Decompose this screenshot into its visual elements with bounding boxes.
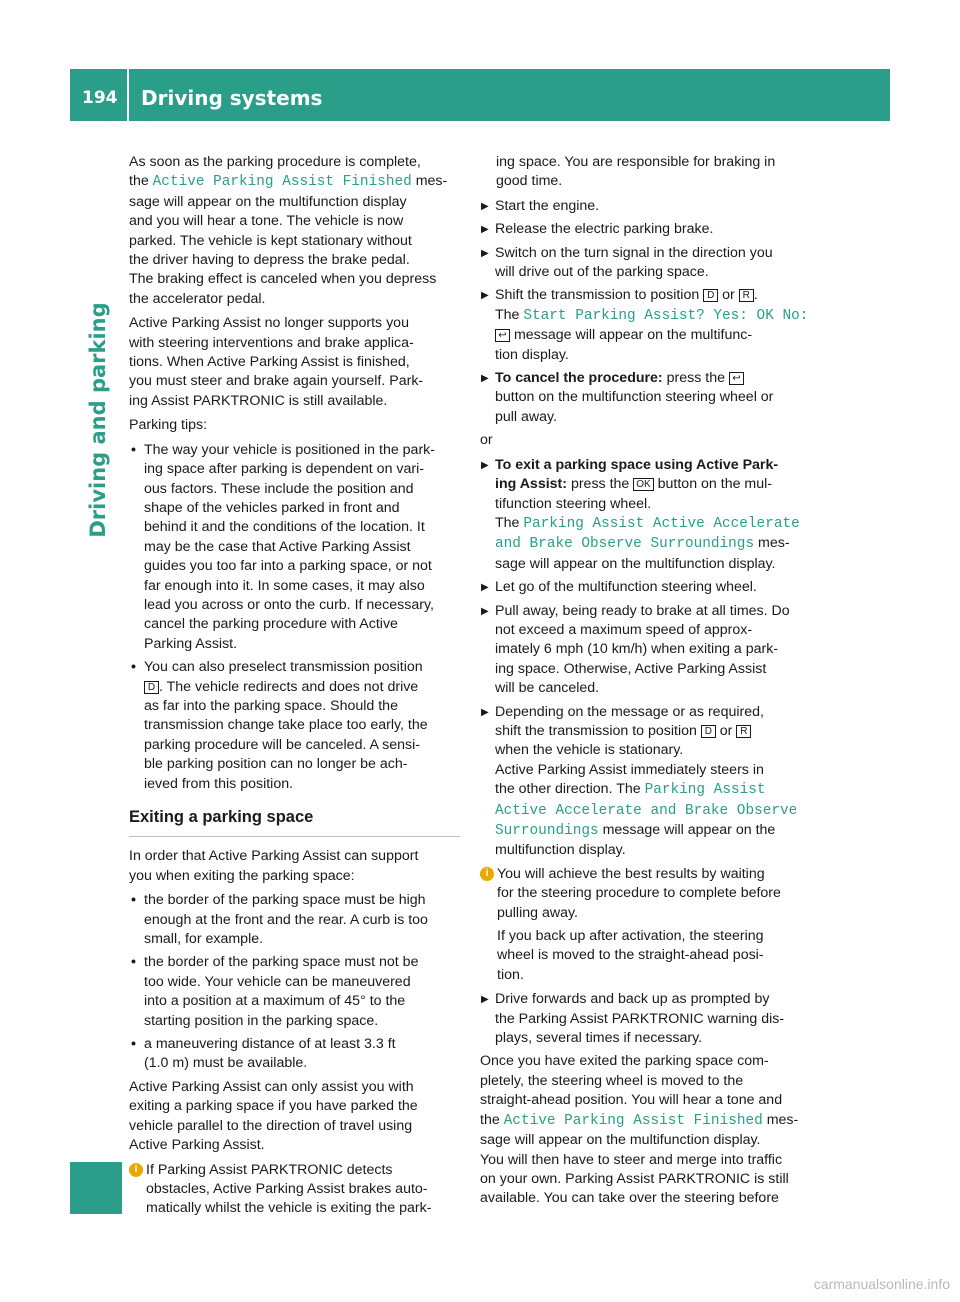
gear-d-key-icon: D [701, 725, 716, 738]
list-item: ▶ To exit a parking space using Active Park- ing Assist: press the OK button on the mul- tifunction steering wheel. The Parking Assist Active Accelerate and Brake Observe Surroundings mes- sage will appear on the multifunction display. [480, 456, 813, 574]
list-item: • the border of the parking space must not be too wide. Your vehicle can be maneuvered into a position at a maximum of 45° to the starting position in the parking space. [129, 953, 460, 1031]
ok-key-icon: OK [633, 478, 653, 491]
list-item: ▶ Switch on the turn signal in the direction you will drive out of the parking space. [480, 244, 813, 283]
info-icon: i [129, 1163, 143, 1177]
gear-d-key-icon: D [144, 681, 159, 694]
left-column [129, 153, 460, 1224]
list-item: • the border of the parking space must be high enough at the front and the rear. A curb is too small, for example. [129, 891, 460, 949]
back-key-icon: ↩ [729, 372, 744, 385]
paragraph-completion: As soon as the parking procedure is complete, the Active Parking Assist Finished mes- sage will appear on the multifunction display and you will hear a tone. The vehicle is now parked. The vehicle is kept stationary without the driver having to depress the brake pedal. The braking effect is canceled when you depress the accelerator pedal. [129, 154, 448, 307]
watermark: carmanualsonline.info [813, 1276, 950, 1292]
right-column [480, 153, 813, 1214]
info-note: i If Parking Assist PARKTRONIC detects obstacles, Active Parking Assist brakes auto- matically whilst the vehicle is exiting the park- [129, 1161, 460, 1219]
or-separator: or [480, 432, 493, 449]
header-divider [127, 69, 129, 121]
display-message: and Brake Observe Surroundings [495, 536, 755, 553]
list-item: ▶ Depending on the message or as required, shift the transmission to position D or R when the vehicle is stationary. Active Parking Assist immediately steers in the other direction. The Parking Assist Active Accelerate and Brake Observe Surroundings message will appear on the multifunction display. [480, 703, 813, 861]
page-number: 194 [82, 88, 118, 108]
section-heading: Exiting a parking space [129, 808, 460, 837]
parking-tips-label: Parking tips: [129, 417, 208, 434]
info-note: i You will achieve the best results by waiting for the steering procedure to complete before pulling away. If you back up after activation, the steering wheel is moved to the straight-ahead posi- tion. [480, 865, 813, 985]
list-item: ▶ Shift the transmission to position D or R . The Start Parking Assist? Yes: OK No: ↩ message will appear on the multifunc- tion display. [480, 286, 813, 365]
gear-r-key-icon: R [739, 289, 754, 302]
list-item: ▶ To cancel the procedure: press the ↩ button on the multifunction steering wheel or pull away. [480, 369, 813, 427]
info-continuation: ing space. You are responsible for braking in good time. [496, 154, 776, 190]
info-icon: i [480, 867, 494, 881]
list-item: ▶ Pull away, being ready to brake at all times. Do not exceed a maximum speed of approx- imately 6 mph (10 km/h) when exiting a park- ing space. Otherwise, Active Parking Assist will be canceled. [480, 602, 813, 699]
display-message: Active Accelerate and Brake Observe [495, 802, 798, 819]
paragraph-intro: In order that Active Parking Assist can support you when exiting the parking space: [129, 848, 419, 884]
display-message: Parking Assist [644, 782, 766, 799]
side-block [70, 1162, 122, 1214]
list-item: • a maneuvering distance of at least 3.3 ft (1.0 m) must be available. [129, 1035, 460, 1074]
list-item: ▶ Start the engine. [480, 197, 813, 216]
gear-d-key-icon: D [703, 289, 718, 302]
list-item: • You can also preselect transmission position D . The vehicle redirects and does not drive as far into the parking space. Should the transmission change take place too early, the parking procedure will be canceled. A sensi- ble parking position can no longer be ach- ieved from this position. [129, 658, 460, 794]
display-message: Active Parking Assist Finished [152, 174, 412, 191]
section-title: Driving systems [141, 86, 323, 110]
paragraph-no-longer-supports: Active Parking Assist no longer supports you with steering interventions and brake applica- tions. When Active Parking Assist is finished, you must steer and brake again yourself. Park- ing Assist PARKTRONIC is still available. [129, 315, 424, 409]
back-key-icon: ↩ [495, 329, 510, 342]
gear-r-key-icon: R [736, 725, 751, 738]
paragraph-exited: Once you have exited the parking space com- pletely, the steering wheel is moved to the straight-ahead position. You will hear a tone and the Active Parking Assist Finished mes- sage will appear on the multifunction display. You will then have to steer and merge into traffic on your own. Parking Assist PARKTRONIC is still available. You can take over the steering before [480, 1053, 799, 1207]
paragraph-parallel: Active Parking Assist can only assist you with exiting a parking space if you have parked the vehicle parallel to the direction of travel using Active Parking Assist. [129, 1078, 418, 1154]
display-message: Parking Assist Active Accelerate [523, 515, 800, 532]
side-chapter-label: Driving and parking [86, 302, 110, 538]
display-message: Start Parking Assist? Yes: OK No: [523, 307, 809, 324]
list-item: ▶ Drive forwards and back up as prompted by the Parking Assist PARKTRONIC warning dis- plays, several times if necessary. [480, 990, 813, 1048]
display-message: Active Parking Assist Finished [503, 1112, 763, 1129]
list-item: ▶ Let go of the multifunction steering wheel. [480, 578, 813, 597]
side-label-wrap [78, 302, 118, 538]
list-item: • The way your vehicle is positioned in the park- ing space after parking is dependent on vari- ous factors. These include the position and shape of the vehicles parked in front and behind it and the conditions of the location. It may be the case that Active Parking Assist guides you too far into a parking space, or not far enough into it. In some cases, it may also lead you across or onto the curb. If necessary, cancel the parking procedure with Active Parking Assist. [129, 441, 460, 654]
list-item: ▶ Release the electric parking brake. [480, 220, 813, 239]
display-message: Surroundings [495, 823, 599, 839]
